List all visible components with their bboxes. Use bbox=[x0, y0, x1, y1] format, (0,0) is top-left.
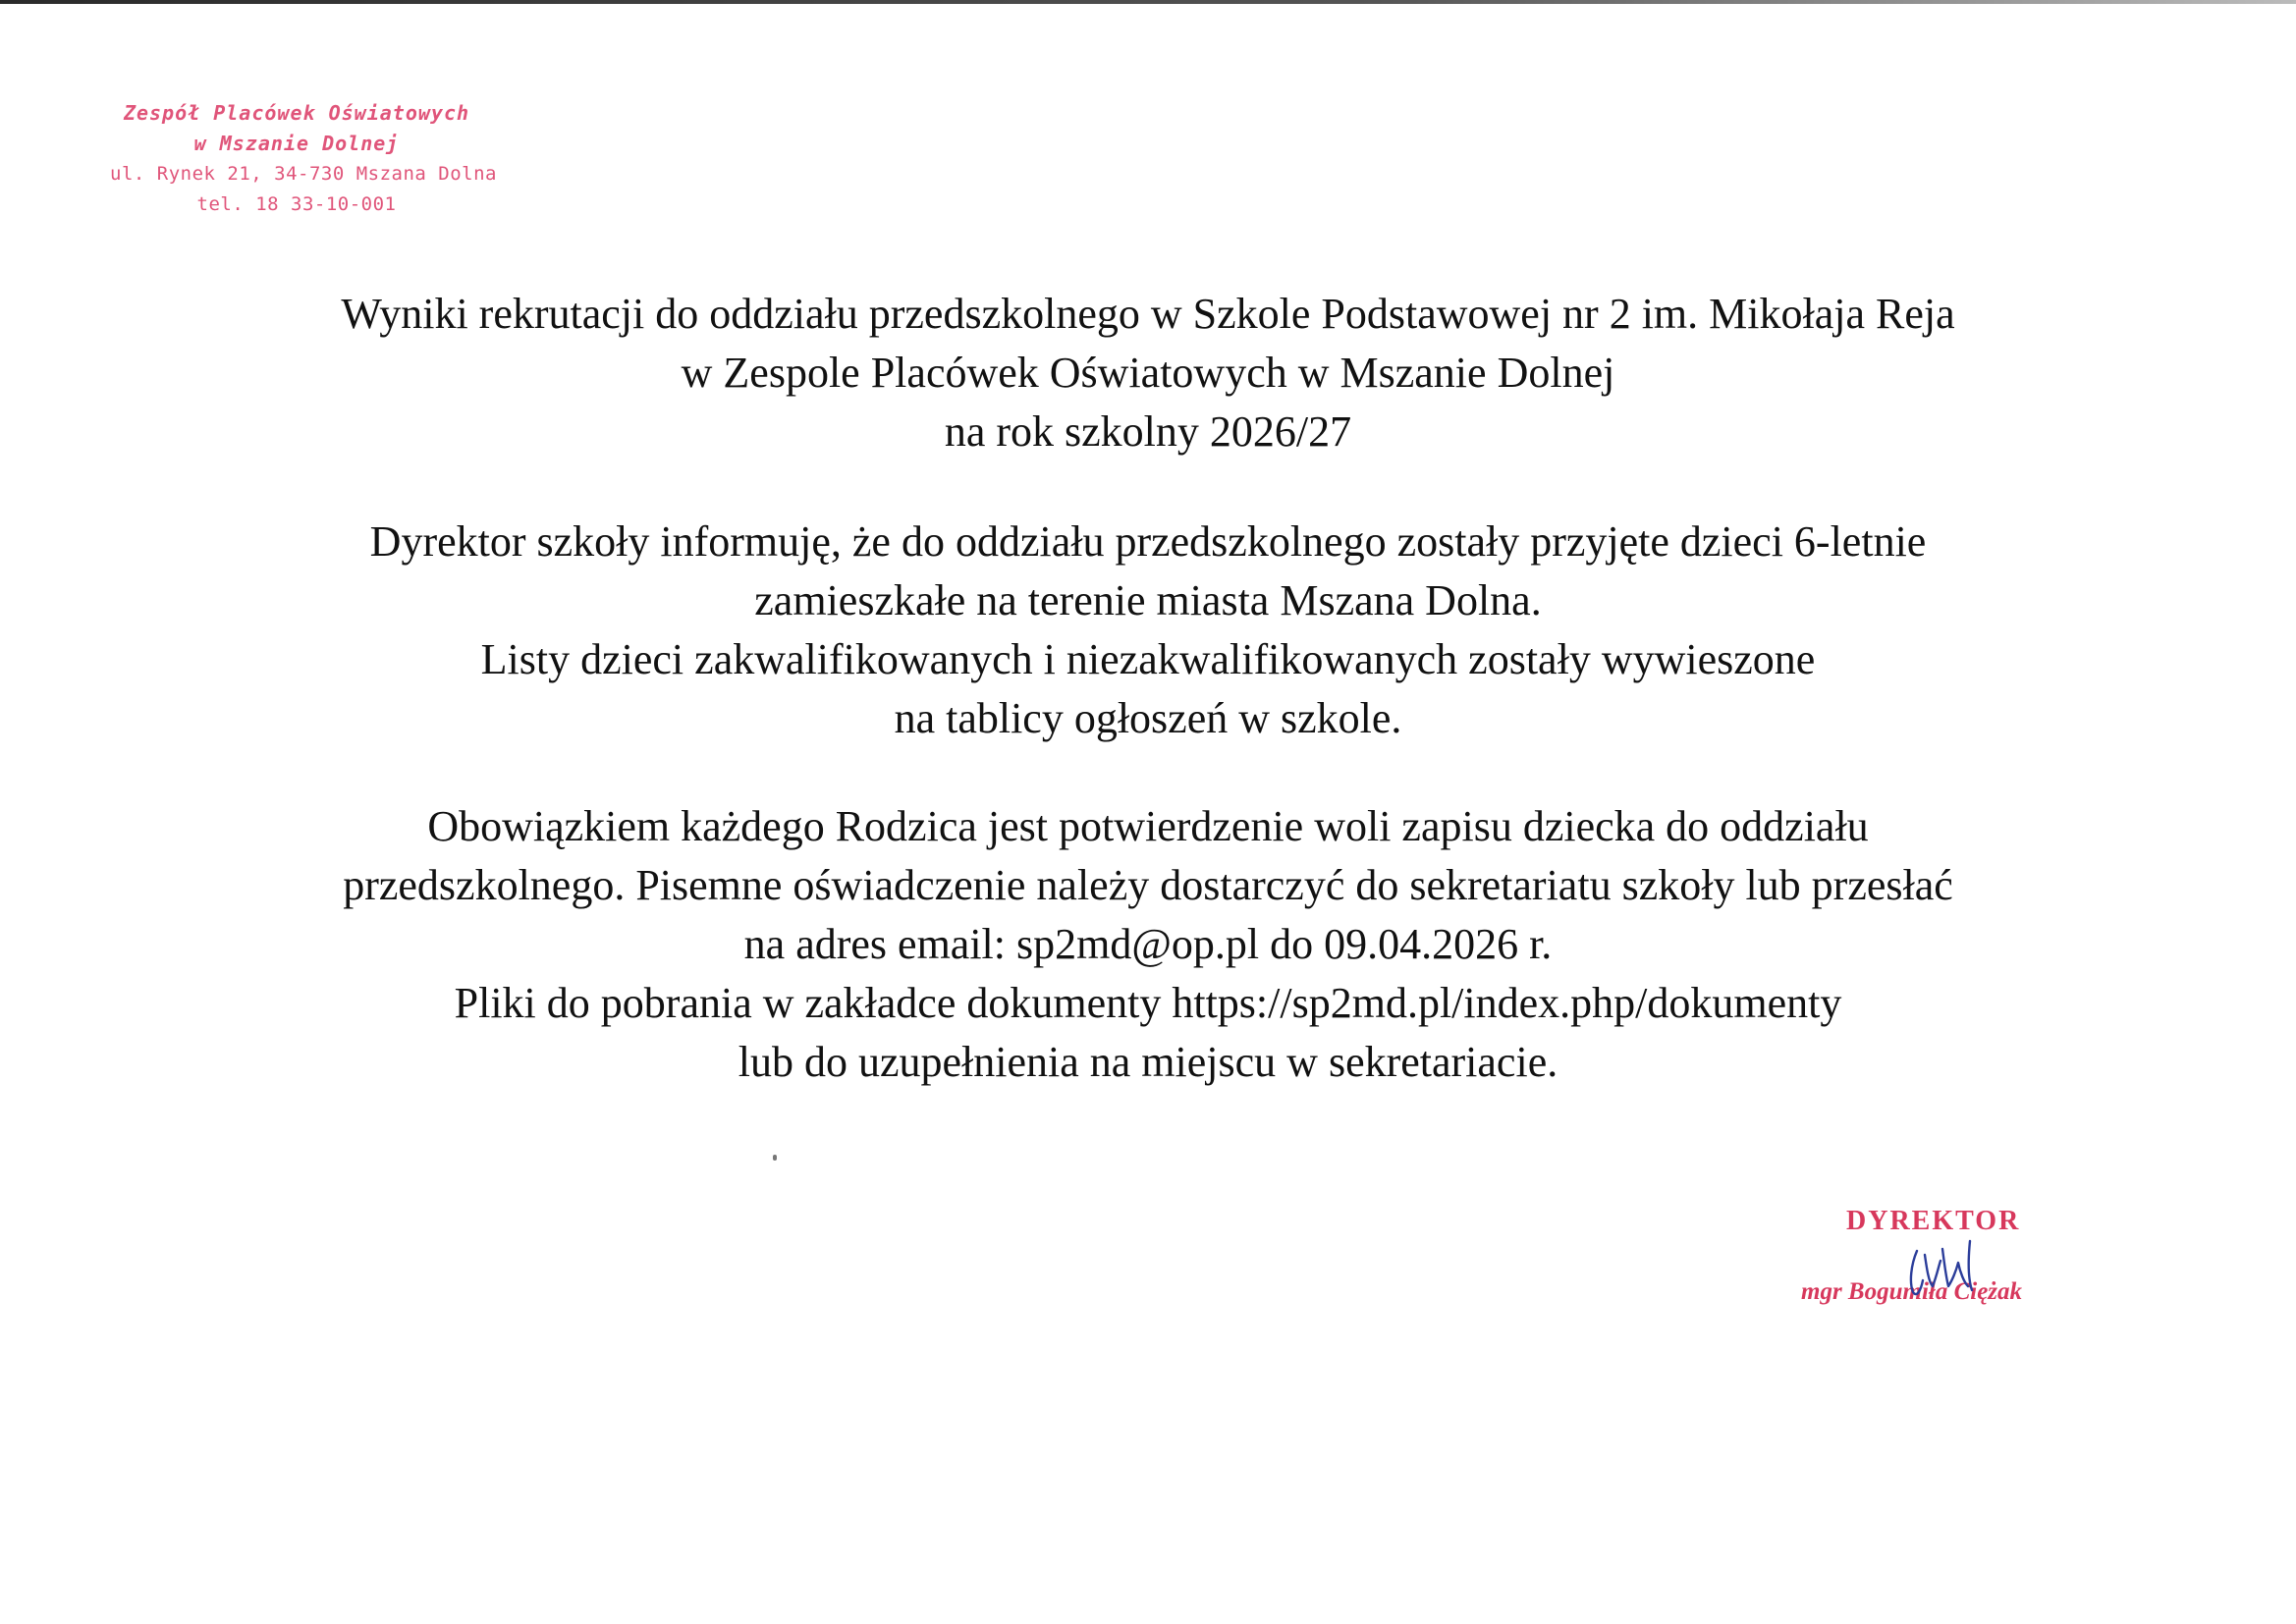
stamp-line-3: ul. Rynek 21, 34-730 Mszana Dolna bbox=[110, 163, 497, 185]
paragraph2-line-5: lub do uzupełnienia na miejscu w sekretariacie. bbox=[738, 1038, 1558, 1086]
obligation-paragraph bbox=[147, 797, 2149, 1092]
scan-speck bbox=[773, 1155, 777, 1161]
stamp-line-4: tel. 18 33-10-001 bbox=[196, 193, 397, 215]
heading-line-3: na rok szkolny 2026/27 bbox=[944, 407, 1352, 456]
school-stamp bbox=[110, 98, 497, 220]
paragraph1-line-3: Listy dzieci zakwalifikowanych i niezakwalifikowanych zostały wywieszone bbox=[480, 635, 1816, 683]
paragraph1-line-2: zamieszkałe na terenie miasta Mszana Dolna. bbox=[754, 576, 1542, 624]
paragraph2-line-4: Pliki do pobrania w zakładce dokumenty https://sp2md.pl/index.php/dokumenty bbox=[454, 979, 1842, 1027]
paragraph1-line-1: Dyrektor szkoły informuję, że do oddziału przedszkolnego zostały przyjęte dzieci 6-letnie bbox=[369, 517, 1927, 566]
stamp-line-1: Zespół Placówek Oświatowych bbox=[123, 101, 470, 125]
paragraph2-line-1: Obowiązkiem każdego Rodzica jest potwierdzenie woli zapisu dziecka do oddziału bbox=[427, 802, 1869, 850]
scan-top-edge bbox=[0, 0, 2296, 4]
director-signature-stamp bbox=[1787, 1200, 2102, 1318]
director-name: mgr Bogumiła Ciężak bbox=[1801, 1278, 2023, 1305]
handwritten-signature bbox=[1895, 1221, 2013, 1310]
heading-line-2: w Zespole Placówek Oświatowych w Mszanie Dolnej bbox=[681, 349, 1615, 397]
paragraph2-line-2: przedszkolnego. Pisemne oświadczenie należy dostarczyć do sekretariatu szkoły lub przesłać bbox=[343, 861, 1953, 909]
heading-line-1: Wyniki rekrutacji do oddziału przedszkolnego w Szkole Podstawowej nr 2 im. Mikołaja Reja bbox=[341, 290, 1955, 338]
announcement-paragraph bbox=[147, 513, 2149, 748]
paragraph2-line-3: na adres email: sp2md@op.pl do 09.04.2026 r. bbox=[743, 920, 1553, 968]
paragraph1-line-4: na tablicy ogłoszeń w szkole. bbox=[894, 694, 1402, 742]
document-heading bbox=[147, 285, 2149, 461]
stamp-line-2: w Mszanie Dolnej bbox=[193, 132, 400, 155]
director-title: DYREKTOR bbox=[1846, 1206, 2021, 1236]
